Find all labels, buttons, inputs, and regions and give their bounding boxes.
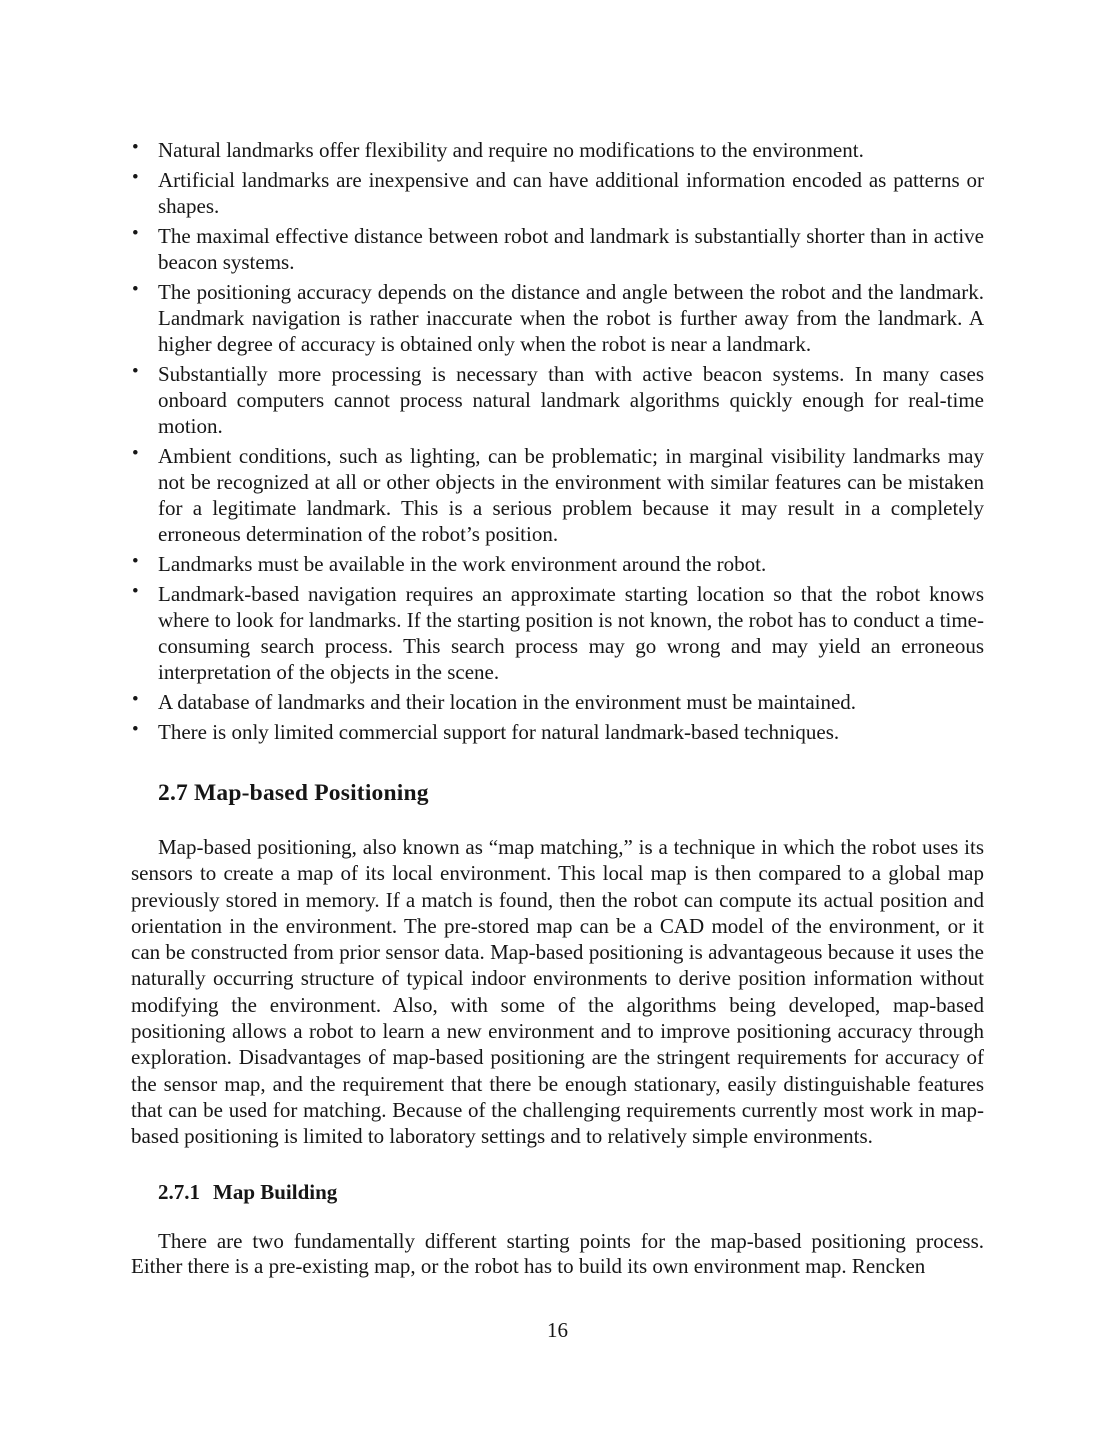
bullet-icon: • [132,581,139,602]
bullet-icon: • [132,167,139,188]
list-item-text: Natural landmarks offer flexibility and require no modifications to the environment. [158,138,864,162]
list-item [131,551,984,577]
page-number: 16 [547,1317,568,1342]
list-item-text: There is only limited commercial support for natural landmark-based techniques. [158,720,840,744]
list-item-text: Landmark-based navigation requires an approximate starting location so that the robot knows where to look for landmarks. If the starting position is not known, the robot has to conduct a time-consuming search process. This search process may go wrong and may yield an erroneous interpretation of the objects in the scene. [158,582,984,684]
bullet-icon: • [132,443,139,464]
list-item [131,719,984,745]
section-paragraph: Map-based positioning, also known as “map matching,” is a technique in which the robot uses its sensors to create a map of its local environment. This local map is then compared to a global map previously stored in memory. If a match is found, then the robot can compute its actual position and orientation in the environment. The pre-stored map can be a CAD model of the environment, or it can be constructed from prior sensor data. Map-based positioning is advantageous because it uses the naturally occurring structure of typical indoor environments to derive position information without modifying the environment. Also, with some of the algorithms being developed, map-based positioning allows a robot to learn a new environment and to improve positioning accuracy through exploration. Disadvantages of map-based positioning are the stringent requirements for accuracy of the sensor map, and the requirement that there be enough stationary, easily distinguishable features that can be used for matching. Because of the challenging requirements currently most work in map-based positioning is limited to laboratory settings and to relatively simple environments. [131,835,984,1149]
list-item [131,279,984,357]
list-item-text: The positioning accuracy depends on the distance and angle between the robot and the landmark. Landmark navigation is rather inaccurate when the robot is further away from the landmark. A higher degree of accuracy is obtained only when the robot is near a landmark. [158,280,984,356]
list-item-text: Substantially more processing is necessary than with active beacon systems. In many cases onboard computers cannot process natural landmark algorithms quickly enough for real-time motion. [158,362,984,438]
bullet-icon: • [132,551,139,572]
text-block [131,137,984,1343]
subsection-heading [158,1179,984,1205]
bullet-icon: • [132,719,139,740]
list-item-text: A database of landmarks and their location in the environment must be maintained. [158,690,857,714]
subsection-title: Map Building [213,1179,338,1204]
list-item [131,167,984,219]
section-heading: 2.7 Map-based Positioning [158,780,429,806]
bullet-icon: • [132,223,139,244]
subsection-paragraph: There are two fundamentally different starting points for the map-based positioning process. Either there is a pre-existing map, or the robot has to build its own environment map. Rencken [131,1228,984,1279]
list-item [131,223,984,275]
list-item [131,361,984,439]
list-item [131,689,984,715]
subsection-number: 2.7.1 [158,1179,200,1204]
list-item [131,137,984,163]
list-item-text: Landmarks must be available in the work environment around the robot. [158,552,767,576]
list-item [131,581,984,685]
list-item-text: Artificial landmarks are inexpensive and can have additional information encoded as patterns or shapes. [158,168,984,218]
bullet-icon: • [132,279,139,300]
bullet-icon: • [132,137,139,158]
list-item [131,443,984,547]
bullet-list [131,137,984,745]
list-item-text: The maximal effective distance between robot and landmark is substantially shorter than in active beacon systems. [158,224,984,274]
bullet-icon: • [132,361,139,382]
bullet-icon: • [132,689,139,710]
list-item-text: Ambient conditions, such as lighting, can be problematic; in marginal visibility landmarks may not be recognized at all or other objects in the environment with similar features can be mistaken for a legitimate landmark. This is a serious problem because it may result in a completely erroneous determination of the robot’s position. [158,444,984,546]
